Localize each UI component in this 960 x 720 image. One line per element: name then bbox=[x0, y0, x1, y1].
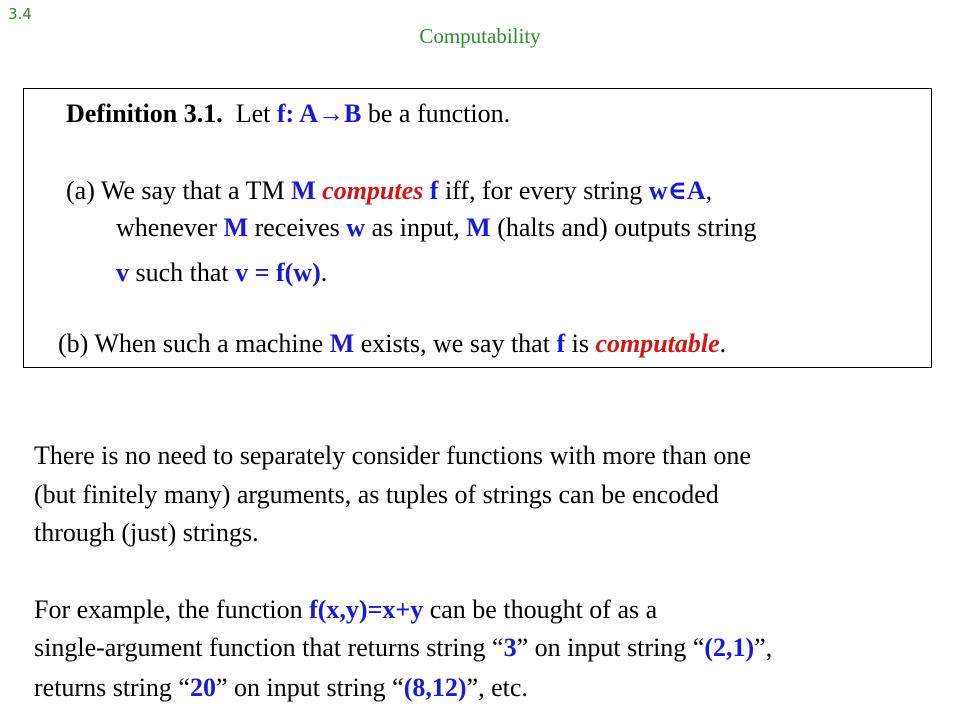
paragraph-2-line-2 bbox=[34, 633, 772, 663]
function-symbol: f bbox=[429, 176, 439, 205]
slide-number: 3.4 bbox=[8, 5, 32, 23]
definition-a-line-1 bbox=[66, 176, 712, 206]
is-text: is bbox=[571, 329, 589, 358]
paragraph-1-line-2: (but finitely many) arguments, as tuples of strings can be encoded bbox=[34, 480, 719, 509]
input-value-8-12: (8,12) bbox=[403, 673, 467, 702]
b-lead-text: (b) When such a machine bbox=[58, 329, 324, 358]
function-symbol: f bbox=[556, 329, 566, 358]
w-symbol: w bbox=[346, 213, 366, 242]
on-input-text: ” on input string “ bbox=[215, 673, 404, 702]
output-value-20: 20 bbox=[189, 673, 216, 702]
machine-symbol: M bbox=[466, 213, 491, 242]
returns-string-text: single-argument function that returns string “ bbox=[34, 633, 504, 662]
computes-term: computes bbox=[322, 176, 424, 205]
computable-term: computable bbox=[595, 329, 720, 358]
whenever-text: whenever bbox=[116, 213, 218, 242]
example-lead-text: For example, the function bbox=[34, 595, 303, 624]
v-equals-fw-expr: v = f(w) bbox=[235, 258, 321, 287]
machine-symbol: M bbox=[329, 329, 355, 358]
iff-text: iff, for every string bbox=[444, 176, 643, 205]
be-function-text: be a function. bbox=[367, 99, 511, 128]
comma: , bbox=[705, 176, 713, 205]
output-value-3: 3 bbox=[503, 633, 517, 662]
function-signature: f: A→B bbox=[276, 99, 362, 128]
closing-etc: ”, etc. bbox=[466, 673, 528, 702]
let-text: Let bbox=[235, 99, 271, 128]
a-lead-text: (a) We say that a TM bbox=[66, 176, 285, 205]
outputs-text: (halts and) outputs string bbox=[497, 213, 757, 242]
w-in-a-expr: w∈A bbox=[648, 176, 706, 205]
example-function-expr: f(x,y)=x+y bbox=[309, 595, 424, 624]
definition-b-line bbox=[58, 329, 726, 359]
period: . bbox=[320, 258, 328, 287]
paragraph-1-line-3: through (just) strings. bbox=[34, 518, 259, 547]
receives-text: receives bbox=[254, 213, 340, 242]
definition-heading-line bbox=[66, 99, 510, 129]
as-input-text: as input, bbox=[371, 213, 460, 242]
machine-symbol: M bbox=[291, 176, 316, 205]
machine-symbol: M bbox=[223, 213, 249, 242]
definition-a-line-3 bbox=[116, 258, 327, 288]
paragraph-2-line-3 bbox=[34, 673, 528, 703]
period: . bbox=[719, 329, 727, 358]
returns-string-text: returns string “ bbox=[34, 673, 190, 702]
closing-quote: ”, bbox=[754, 633, 773, 662]
v-symbol: v bbox=[116, 258, 129, 287]
exists-text: exists, we say that bbox=[360, 329, 550, 358]
example-rest-text: can be thought of as a bbox=[429, 595, 658, 624]
input-value-2-1: (2,1) bbox=[704, 633, 755, 662]
paragraph-1-line-1: There is no need to separately consider functions with more than one bbox=[34, 441, 751, 470]
definition-a-line-2 bbox=[116, 213, 756, 243]
such-that-text: such that bbox=[135, 258, 229, 287]
on-input-text: ” on input string “ bbox=[516, 633, 705, 662]
slide-title: Computability bbox=[419, 24, 541, 48]
definition-label: Definition 3.1. bbox=[66, 99, 223, 128]
paragraph-2-line-1 bbox=[34, 595, 657, 625]
